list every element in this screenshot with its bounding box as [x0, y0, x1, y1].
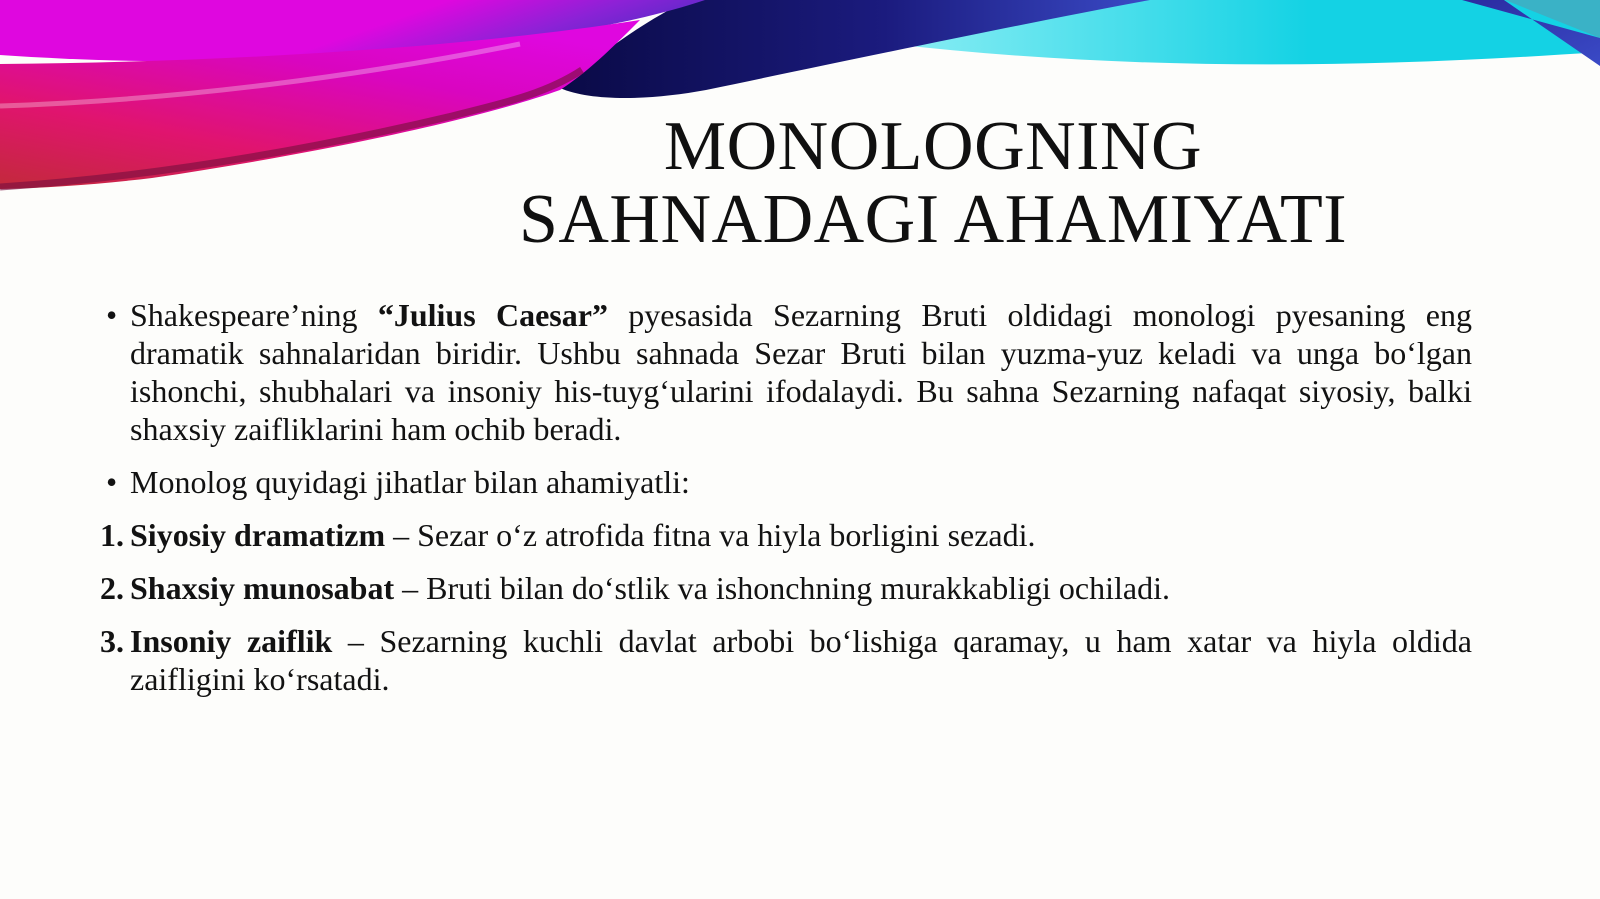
- numbered-item-1: [100, 516, 1472, 554]
- numbered-item-3-text: Insoniy zaiflik – Sezarning kuchli davlat arbobi bo‘lishiga qaramay, u ham xatar va hiyla oldida zaifligini ko‘rsatadi.: [130, 623, 1473, 697]
- item-number: 2.: [100, 570, 124, 606]
- bullet-paragraph-2: [100, 463, 1472, 501]
- numbered-item-3: [100, 622, 1472, 698]
- numbered-item-2: [100, 569, 1472, 607]
- slide-title: [266, 110, 1600, 256]
- bullet-paragraph-1: [100, 296, 1472, 448]
- slide-body: [100, 296, 1472, 713]
- slide-title-line-1: MONOLOGNING: [663, 108, 1203, 185]
- bullet-paragraph-1-text: Shakespeare’ning “Julius Caesar” pyesasida Sezarning Bruti oldidagi monologi pyesaning eng dramatik sahnalaridan biridir. Ushbu sahnada Sezar Bruti bilan yuzma-yuz keladi va unga bo‘lgan ishonchi, shubhalari va insoniy his-tuyg‘ularini ifodalaydi. Bu sahna Sezarning nafaqat siyosiy, balki shaxsiy zaifliklarini ham ochib beradi.: [130, 297, 1472, 447]
- bullet-icon: •: [106, 464, 118, 500]
- item-number: 3.: [100, 623, 124, 659]
- bullet-icon: •: [106, 297, 118, 333]
- slide-title-line-2: SAHNADAGI AHAMIYATI: [518, 181, 1348, 258]
- numbered-item-1-text: Siyosiy dramatizm – Sezar o‘z atrofida fitna va hiyla borligini sezadi.: [130, 517, 1036, 553]
- numbered-item-2-text: Shaxsiy munosabat – Bruti bilan do‘stlik va ishonchning murakkabligi ochiladi.: [130, 570, 1170, 606]
- bullet-paragraph-2-text: Monolog quyidagi jihatlar bilan ahamiyatli:: [130, 464, 690, 500]
- item-number: 1.: [100, 517, 124, 553]
